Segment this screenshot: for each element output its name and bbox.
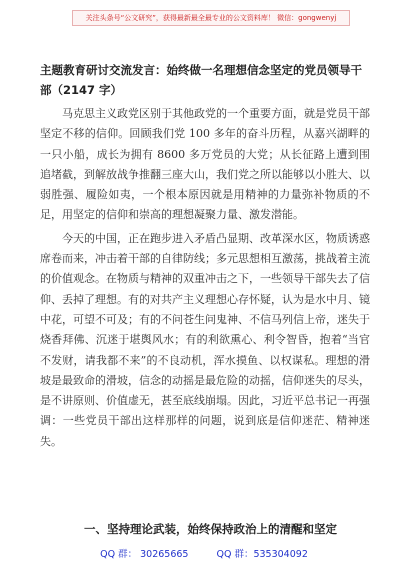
section-heading: 一、坚持理论武装，始终保持政治上的清醒和坚定 xyxy=(84,522,337,536)
document-title: 主题教育研讨交流发言：始终做一名理想信念坚定的党员领导干部（2147 字） xyxy=(40,63,362,97)
qq-group-1[interactable]: QQ 群： 30265665 xyxy=(100,549,189,560)
paragraph-2: 今天的中国，正在跑步进入矛盾凸显期、改革深水区，物质诱惑席卷而来，冲击着干部的自律防线；多元思想相互激荡，挑战着主流的价值观念。在物质与精神的双重冲击之下，一些领导干部失去了信仰、丢掉了理想。有的对共产主义理想心存怀疑，认为是水中月、镜中花，可望不可及；有的不问苍生问鬼神、不信马列信上帝，迷失于烧香拜佛、沉迷于堪舆风水；有的利欲熏心、利令智昏，抱着“当官不发财，请我都不来”的不良动机，浑水摸鱼、以权谋私。理想的滑坡是最致命的滑坡，信念的动摇是最危险的动摇，信仰迷失的尽头，是不讲原则、价值虚无，甚至底线崩塌。因此，习近平总书记一再强调：一些党员干部出这样那样的问题，说到底是信仰迷茫、精神迷失。 xyxy=(40,231,370,448)
document-body xyxy=(40,104,370,455)
paragraph-1: 马克思主义政党区别于其他政党的一个重要方面，就是党员干部坚定不移的信仰。回顾我们党 100 多年的奋斗历程，从嘉兴湖畔的一只小船，成长为拥有 8600 多万党员的大党；从长征路上遭到围追堵截，到解放战争推翻三座大山，我们党之所以能够以小胜大、以弱胜强、履险如夷，一个根本原因就是用精神的力量弥补物质的不足，用坚定的信仰和崇高的理想凝聚力量、激发潜能。 xyxy=(40,107,370,222)
footer-contact xyxy=(0,547,408,563)
qq-group-2[interactable]: QQ 群：535304092 xyxy=(216,549,308,560)
promo-banner[interactable]: 关注头条号“公文研究”，获得最新最全最专业的公文资料库！ 微信：gongwenyj xyxy=(72,10,350,26)
